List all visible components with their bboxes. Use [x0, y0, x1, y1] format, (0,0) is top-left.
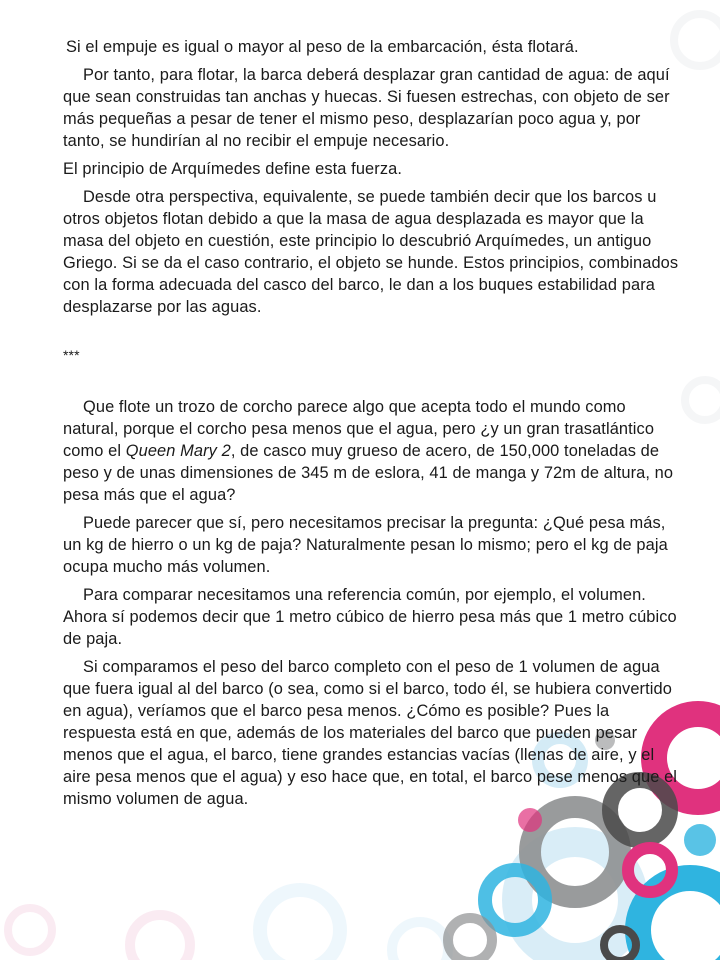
- ring: [448, 918, 492, 960]
- faint-ring: [685, 380, 720, 420]
- paragraph: Por tanto, para flotar, la barca deberá desplazar gran cantidad de agua: de aquí que sean construidas tan anchas y huecas. Si fuesen estrechas, con objeto de ser más pequeñas a pesar de tener el mismo peso, desplazarían poco agua y, por tanto, se hundirían al no recibir el empuje necesario.: [63, 66, 670, 150]
- body-text: [63, 36, 683, 816]
- text-segment: , de casco muy grueso de acero, de 150,000 toneladas de peso y de unas dimensiones de 345 m de eslora, 41 de manga y 72m de altura, no pesa más que el agua?: [63, 442, 674, 504]
- paragraph: Desde otra perspectiva, equivalente, se puede también decir que los barcos u otros objetos flotan debido a que la masa de agua desplazada es mayor que la masa del objeto en cuestión, este principio lo descubrió Arquímedes, un antiguo Griego. Si se da el caso contrario, el objeto se hunde. Estos principios, combinados con la forma adecuada del casco del barco, le dan a los buques estabilidad para desplazarse por las aguas.: [63, 188, 679, 316]
- paragraph: Si el empuje es igual o mayor al peso de la embarcación, ésta flotará.: [66, 38, 579, 56]
- dot: [684, 824, 716, 856]
- separator: ***: [63, 347, 80, 363]
- paragraph: Puede parecer que sí, pero necesitamos precisar la pregunta: ¿Qué pesa más, un kg de hierro o un kg de paja? Naturalmente pesan lo mismo; pero el kg de paja ocupa mucho más volumen.: [63, 514, 668, 576]
- text-segment: Que flote un trozo de corcho parece algo que acepta todo el mundo como natural, porque el corcho pesa menos que el agua, pero ¿y un gran trasatlántico como el: [63, 398, 655, 460]
- ring-center: [672, 912, 708, 948]
- paragraph: El principio de Arquímedes define esta fuerza.: [63, 160, 402, 178]
- paragraph: Si comparamos el peso del barco completo con el peso de 1 volumen de agua que fuera igual al del barco (o sea, como si el barco, todo él, se hubiera convertido en agua), veríamos que el barco pesa menos. ¿Cómo es posible? Pues la respuesta está en que, además de los materiales del barco que pueden pesar menos que el agua, el barco, tiene grandes estancias vacías (llenas de aire, y el aire pesa menos que el agua) y eso hace que, en total, el barco pese menos que el mismo volumen de agua.: [63, 658, 678, 808]
- paragraph: [63, 396, 683, 506]
- paragraph: Para comparar necesitamos una referencia común, por ejemplo, el volumen. Ahora sí podemos decir que 1 metro cúbico de hierro pesa más que 1 metro cúbico de paja.: [63, 586, 677, 648]
- faint-ring: [8, 908, 52, 952]
- ship-name: Queen Mary 2: [125, 442, 231, 460]
- faint-ring: [392, 922, 448, 960]
- faint-ring: [130, 915, 190, 960]
- faint-ring: [260, 890, 340, 960]
